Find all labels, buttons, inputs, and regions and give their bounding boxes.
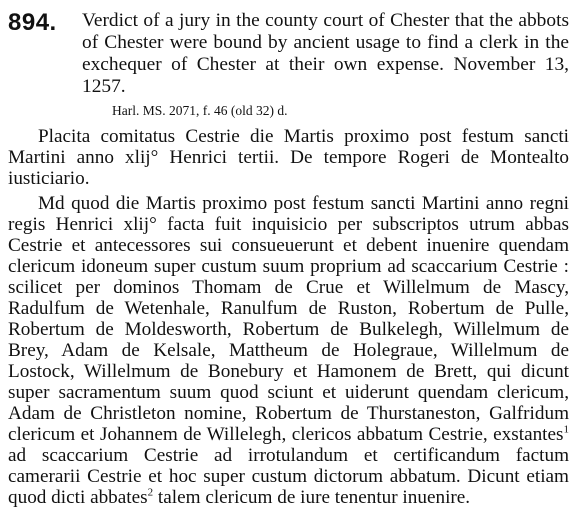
entry-number: 894. [8, 9, 57, 36]
paragraph-2-text-b: ad scaccarium Cestrie ad irrotulandum et certificandum factum camerarii Cestrie et hoc super custum dictorum abbatum. Dicunt etiam quod dicti abbates [8, 445, 569, 508]
document-body [8, 126, 569, 508]
paragraph-1: Placita comitatus Cestrie die Martis proximo post festum sancti Martini anno xlij° Henrici tertii. De tempore Rogeri de Montealto iusticiario. [8, 126, 569, 189]
paragraph-2-text-a: Md quod die Martis proximo post festum sancti Martini anno regni regis Henrici xlij° facta fuit inquisicio per subscriptos utrum abbas Cestrie et antecessores sui consueuerunt et debent inuenire quendam clericum idoneum super custum suum proprium ad scaccarium Cestrie : scilicet per dominos Thomam de Crue et Willelmum de Mascy, Radulfum de Wetenhale, Ranulfum de Ruston, Robertum de Pulle, Robertum de Moldesworth, Robertum de Bulkelegh, Willelmum de Brey, Adam de Kelsale, Mattheum de Holegraue, Willelmum de Lostock, Willelmum de Bonebury et Hamonem de Brett, qui dicunt super sacramentum suum quod sciunt et uiderunt quendam clericum, Adam de Christleton nomine, Robertum de Thurstaneston, Galfridum clericum et Johannem de Willelegh, clericos abbatum Cestrie, exstantes [8, 193, 569, 445]
entry-header [0, 10, 575, 98]
footnote-marker-2: 2 [147, 486, 154, 499]
source-reference: Harl. MS. 2071, f. 46 (old 32) d. [112, 103, 288, 118]
entry-heading: Verdict of a jury in the county court of Chester that the abbots of Chester were bound by ancient usage to find a clerk in the exchequer of Chester at their own expense. November 13, 1257. [82, 10, 569, 97]
paragraph-2 [8, 193, 569, 508]
footnote-marker-1: 1 [563, 423, 569, 436]
paragraph-2-text-c: talem clericum de iure tenentur inuenire. [153, 487, 471, 508]
